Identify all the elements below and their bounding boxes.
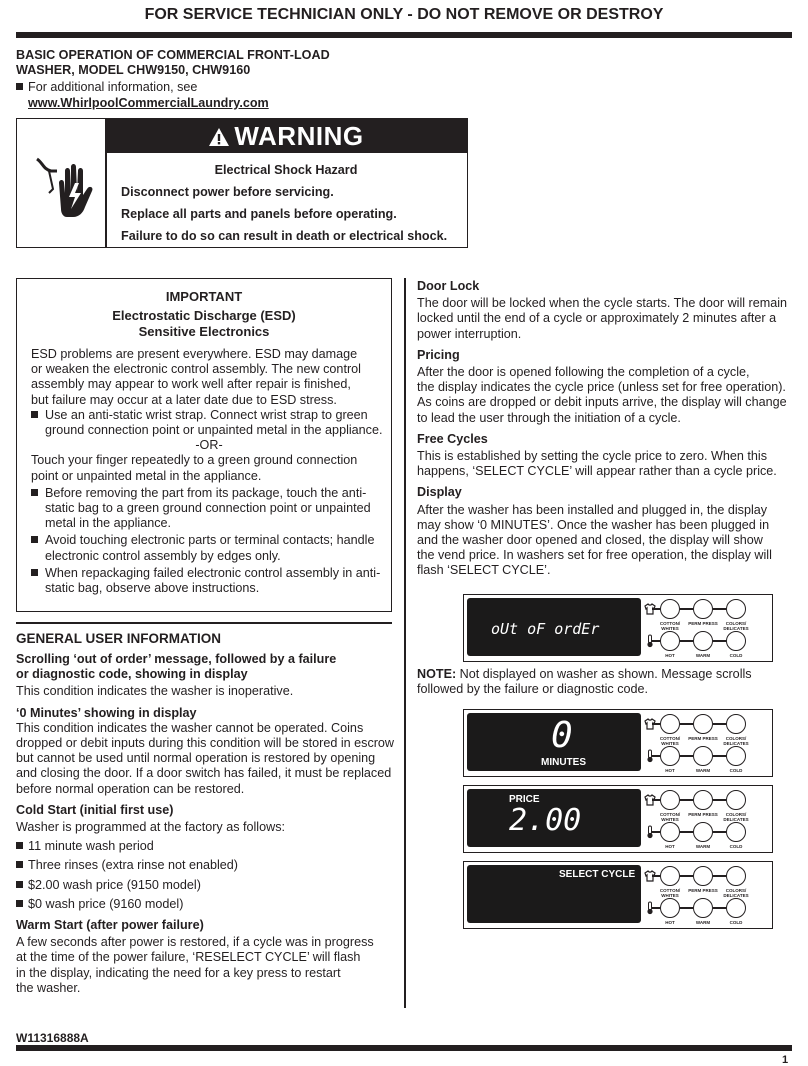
warm-text-4: the washer. bbox=[16, 980, 81, 995]
ring-connector bbox=[680, 799, 693, 801]
ring-connector bbox=[713, 723, 726, 725]
ring-connector bbox=[680, 640, 693, 642]
cycle-select-button[interactable] bbox=[693, 790, 713, 810]
cycle-select-button[interactable] bbox=[726, 599, 746, 619]
esd-bullet2-3: metal in the appliance. bbox=[45, 516, 172, 531]
warning-hazard: Electrical Shock Hazard bbox=[214, 163, 358, 177]
esd-para-4: but failure may occur at a later date due to ESD stress. bbox=[31, 392, 337, 407]
warm-text-2: at the time of the power failure, ‘RESELECT CYCLE’ will flash bbox=[16, 950, 361, 965]
free-text-1: This is established by setting the cycle price to zero. When this bbox=[417, 449, 767, 464]
note-text-1: Not displayed on washer as shown. Message scrolls bbox=[456, 667, 752, 681]
display-text-5: flash ‘SELECT CYCLE’. bbox=[417, 563, 551, 578]
temperature-select-button[interactable] bbox=[693, 746, 713, 766]
warning-line-3: Failure to do so can result in death or electrical shock. bbox=[121, 229, 448, 243]
general-rule bbox=[16, 622, 392, 624]
cycle-label: PERM PRESS bbox=[688, 621, 718, 626]
display-panel-price bbox=[463, 785, 773, 853]
temperature-select-button[interactable] bbox=[726, 746, 746, 766]
esd-bullet3-1: Avoid touching electronic parts or terminal contacts; handle bbox=[45, 533, 375, 548]
warm-heading: Warm Start (after power failure) bbox=[16, 918, 204, 933]
cycle-label: COLORS/ DELICATES bbox=[723, 736, 749, 746]
esd-touch-1: Touch your finger repeatedly to a green ground connection bbox=[31, 453, 358, 468]
ring-connector bbox=[713, 799, 726, 801]
ring-connector bbox=[680, 608, 693, 610]
cycle-select-button[interactable] bbox=[660, 714, 680, 734]
pricing-text-2: the display indicates the cycle price (unless set for free operation). bbox=[417, 380, 786, 395]
ring-connector bbox=[713, 755, 726, 757]
temperature-label: HOT bbox=[665, 768, 675, 773]
warning-heading bbox=[105, 119, 467, 153]
note-label: NOTE: bbox=[417, 667, 457, 681]
note-block bbox=[417, 667, 793, 697]
esd-para-2: or weaken the electronic control assembly. The new control bbox=[31, 362, 361, 377]
scroll-heading-2: or diagnostic code, showing in display bbox=[16, 667, 248, 682]
header-rule bbox=[16, 32, 792, 38]
lcd-minutes: MINUTES bbox=[541, 757, 586, 768]
display-panel-out-of-order bbox=[463, 594, 773, 662]
scroll-text: This condition indicates the washer is inoperative. bbox=[16, 684, 294, 699]
display-text-3: and the washer door opened and closed, the display will show bbox=[417, 533, 763, 548]
temperature-label: WARM bbox=[695, 768, 711, 773]
lcd-price-value: 2.00 bbox=[509, 803, 582, 838]
cycle-select-button[interactable] bbox=[660, 790, 680, 810]
temperature-label: HOT bbox=[665, 920, 675, 925]
esd-bullet4-2: static bag, observe above instructions. bbox=[45, 581, 260, 596]
scroll-heading-1: Scrolling ‘out of order’ message, followed by a failure bbox=[16, 652, 337, 666]
cold-text: Washer is programmed at the factory as follows: bbox=[16, 820, 286, 835]
warning-heading-text: WARNING bbox=[234, 121, 364, 151]
page-header-title: FOR SERVICE TECHNICIAN ONLY - DO NOT REMOVE OR DESTROY bbox=[144, 6, 664, 23]
esd-bullet1-1: Use an anti-static wrist strap. Connect wrist strap to green bbox=[45, 407, 368, 422]
ring-connector bbox=[680, 755, 693, 757]
column-divider bbox=[404, 278, 406, 1008]
cycle-label: COLORS/ DELICATES bbox=[723, 888, 749, 898]
lcd-zero-digit: 0 bbox=[551, 715, 573, 756]
ring-connector bbox=[713, 640, 726, 642]
ring-connector bbox=[680, 723, 693, 725]
esd-bullet4-1: When repackaging failed electronic control assembly in anti- bbox=[45, 565, 381, 580]
cycle-label: PERM PRESS bbox=[688, 812, 718, 817]
cold-item-2: Three rinses (extra rinse not enabled) bbox=[28, 858, 238, 873]
warning-line-2: Replace all parts and panels before operating. bbox=[121, 207, 397, 221]
temperature-select-button[interactable] bbox=[660, 898, 680, 918]
temperature-label: WARM bbox=[695, 844, 711, 849]
shirt-icon bbox=[644, 794, 656, 806]
intro-block bbox=[16, 48, 456, 111]
esd-heading-line1: Electrostatic Discharge (ESD) bbox=[112, 308, 296, 323]
temperature-select-button[interactable] bbox=[726, 631, 746, 651]
cycle-select-button[interactable] bbox=[726, 790, 746, 810]
bullet-square-icon bbox=[31, 411, 38, 418]
esd-bullet3-2: electronic control assembly by edges only. bbox=[45, 548, 281, 563]
temperature-label: COLD bbox=[729, 844, 743, 849]
pricing-text-4: to lead the user through the initiation of a cycle. bbox=[417, 410, 681, 425]
zero-text-5: before normal operation can be restored. bbox=[16, 781, 245, 796]
cycle-select-button[interactable] bbox=[693, 714, 713, 734]
temperature-label: WARM bbox=[695, 920, 711, 925]
display-panel-select-cycle bbox=[463, 861, 773, 929]
temperature-select-button[interactable] bbox=[660, 631, 680, 651]
bullet-square-icon bbox=[16, 881, 23, 888]
warning-triangle-icon bbox=[208, 127, 230, 147]
note-text-2: followed by the failure or diagnostic code. bbox=[417, 682, 649, 697]
bullet-square-icon bbox=[31, 489, 38, 496]
thermometer-icon bbox=[645, 634, 655, 648]
pricing-text-1: After the door is opened following the completion of a cycle, bbox=[417, 365, 750, 380]
doc-title-line2: WASHER, MODEL CHW9150, CHW9160 bbox=[16, 63, 251, 78]
zero-heading: ‘0 Minutes’ showing in display bbox=[16, 705, 197, 720]
bullet-square-icon bbox=[16, 861, 23, 868]
cycle-select-button[interactable] bbox=[693, 866, 713, 886]
bullet-square-icon bbox=[31, 569, 38, 576]
display-panel-zero-minutes bbox=[463, 709, 773, 777]
temperature-label: WARM bbox=[695, 653, 711, 658]
thermometer-icon bbox=[645, 749, 655, 763]
thermometer-icon bbox=[645, 825, 655, 839]
cycle-label: COTTON/ WHITES bbox=[659, 812, 681, 822]
shirt-icon bbox=[644, 603, 656, 615]
cycle-label: PERM PRESS bbox=[688, 736, 718, 741]
info-link[interactable]: www.WhirlpoolCommercialLaundry.com bbox=[28, 95, 269, 110]
ring-connector bbox=[713, 831, 726, 833]
cold-item-4: $0 wash price (9160 model) bbox=[28, 896, 184, 911]
bullet-square-icon bbox=[16, 83, 23, 90]
lcd-screen bbox=[467, 598, 641, 656]
shirt-icon bbox=[644, 718, 656, 730]
temperature-select-button[interactable] bbox=[693, 822, 713, 842]
esd-para-3: assembly may appear to work well after repair is finished, bbox=[31, 377, 351, 392]
door-text-3: power interruption. bbox=[417, 326, 522, 341]
cycle-select-button[interactable] bbox=[660, 866, 680, 886]
cold-item-1: 11 minute wash period bbox=[28, 839, 154, 854]
lcd-price-label: PRICE bbox=[509, 794, 540, 805]
display-text-2: may show ‘0 MINUTES’. Once the washer has been plugged in bbox=[417, 517, 770, 532]
ring-connector bbox=[713, 875, 726, 877]
cycle-label: COLORS/ DELICATES bbox=[723, 812, 749, 822]
zero-text-2: dropped or debit inputs during this condition will be stored in escrow bbox=[16, 736, 395, 751]
page-number: 1 bbox=[782, 1054, 789, 1066]
cycle-label: PERM PRESS bbox=[688, 888, 718, 893]
important-esd-box bbox=[16, 278, 392, 612]
shirt-icon bbox=[644, 870, 656, 882]
general-info-section bbox=[16, 631, 400, 996]
ring-connector bbox=[713, 608, 726, 610]
esd-bullet1-2: ground connection point or unpainted metal in the appliance. bbox=[45, 423, 383, 438]
bullet-square-icon bbox=[16, 842, 23, 849]
cycle-label: COTTON/ WHITES bbox=[659, 621, 681, 631]
bullet-square-icon bbox=[31, 536, 38, 543]
display-text-4: the vend price. In washers set for free operation, the display will bbox=[417, 548, 772, 563]
temperature-select-button[interactable] bbox=[726, 822, 746, 842]
cold-heading: Cold Start (initial first use) bbox=[16, 802, 174, 817]
warm-text-1: A few seconds after power is restored, if a cycle was in progress bbox=[16, 935, 374, 950]
general-heading: GENERAL USER INFORMATION bbox=[16, 631, 222, 646]
temperature-select-button[interactable] bbox=[660, 746, 680, 766]
cold-item-3: $2.00 wash price (9150 model) bbox=[28, 877, 201, 892]
ring-connector bbox=[680, 831, 693, 833]
door-heading: Door Lock bbox=[417, 279, 480, 293]
info-text: For additional information, see bbox=[28, 80, 198, 95]
zero-text-1: This condition indicates the washer cannot be operated. Coins bbox=[16, 720, 364, 735]
electrical-shock-hand-icon bbox=[29, 149, 99, 221]
cycle-select-button[interactable] bbox=[726, 866, 746, 886]
lcd-select-cycle: SELECT CYCLE bbox=[559, 869, 636, 880]
ring-connector bbox=[680, 875, 693, 877]
esd-heading-line2: Sensitive Electronics bbox=[138, 324, 270, 339]
temperature-label: COLD bbox=[729, 920, 743, 925]
zero-text-4: and closing the door. If a door switch has failed, it must be replaced bbox=[16, 766, 392, 781]
ring-connector bbox=[680, 907, 693, 909]
esd-bullet2-1: Before removing the part from its package, touch the anti- bbox=[45, 485, 367, 500]
thermometer-icon bbox=[645, 901, 655, 915]
door-text-2: locked until the end of a cycle or approximately 2 minutes after a bbox=[417, 311, 777, 326]
temperature-label: COLD bbox=[729, 768, 743, 773]
part-number: W11316888A bbox=[16, 1031, 89, 1045]
doc-title-line1: BASIC OPERATION OF COMMERCIAL FRONT-LOAD bbox=[16, 48, 330, 62]
warning-box bbox=[16, 118, 468, 248]
ring-connector bbox=[713, 907, 726, 909]
warm-text-3: in the display, indicating the need for a key press to restart bbox=[16, 965, 341, 980]
lcd-screen bbox=[467, 789, 641, 847]
cycle-label: COTTON/ WHITES bbox=[659, 888, 681, 898]
zero-text-3: but cannot be used until normal operation is restored by opening bbox=[16, 751, 376, 766]
cycle-select-button[interactable] bbox=[660, 599, 680, 619]
footer-rule bbox=[16, 1045, 792, 1051]
free-text-2: happens, ‘SELECT CYCLE’ will appear rather than a cycle price. bbox=[417, 464, 777, 479]
temperature-select-button[interactable] bbox=[693, 898, 713, 918]
temperature-select-button[interactable] bbox=[726, 898, 746, 918]
temperature-label: HOT bbox=[665, 653, 675, 658]
warning-line-1: Disconnect power before servicing. bbox=[121, 185, 334, 199]
lcd-screen bbox=[467, 713, 641, 771]
right-column-text bbox=[417, 279, 793, 579]
esd-para-1: ESD problems are present everywhere. ESD may damage bbox=[31, 347, 358, 361]
cycle-label: COLORS/ DELICATES bbox=[723, 621, 749, 631]
bullet-square-icon bbox=[16, 900, 23, 907]
free-heading: Free Cycles bbox=[417, 431, 488, 446]
esd-touch-2: point or unpainted metal in the appliance. bbox=[31, 468, 262, 483]
esd-or: -OR- bbox=[195, 438, 223, 453]
display-text-1: After the washer has been installed and plugged in, the display bbox=[417, 502, 768, 517]
temperature-label: COLD bbox=[729, 653, 743, 658]
cycle-select-button[interactable] bbox=[693, 599, 713, 619]
temperature-label: HOT bbox=[665, 844, 675, 849]
temperature-select-button[interactable] bbox=[693, 631, 713, 651]
important-heading: IMPORTANT bbox=[165, 289, 243, 304]
esd-bullet2-2: static bag to a green ground connection point or unpainted bbox=[45, 501, 371, 516]
temperature-select-button[interactable] bbox=[660, 822, 680, 842]
cycle-select-button[interactable] bbox=[726, 714, 746, 734]
cycle-label: COTTON/ WHITES bbox=[659, 736, 681, 746]
lcd-out-of-order: oUt oF ordEr bbox=[491, 620, 600, 638]
door-text-1: The door will be locked when the cycle starts. The door will remain bbox=[417, 296, 788, 311]
lcd-screen bbox=[467, 865, 641, 923]
pricing-text-3: As coins are dropped or debit inputs arrive, the display will change bbox=[417, 395, 787, 410]
display-heading: Display bbox=[417, 485, 462, 500]
pricing-heading: Pricing bbox=[417, 347, 460, 362]
